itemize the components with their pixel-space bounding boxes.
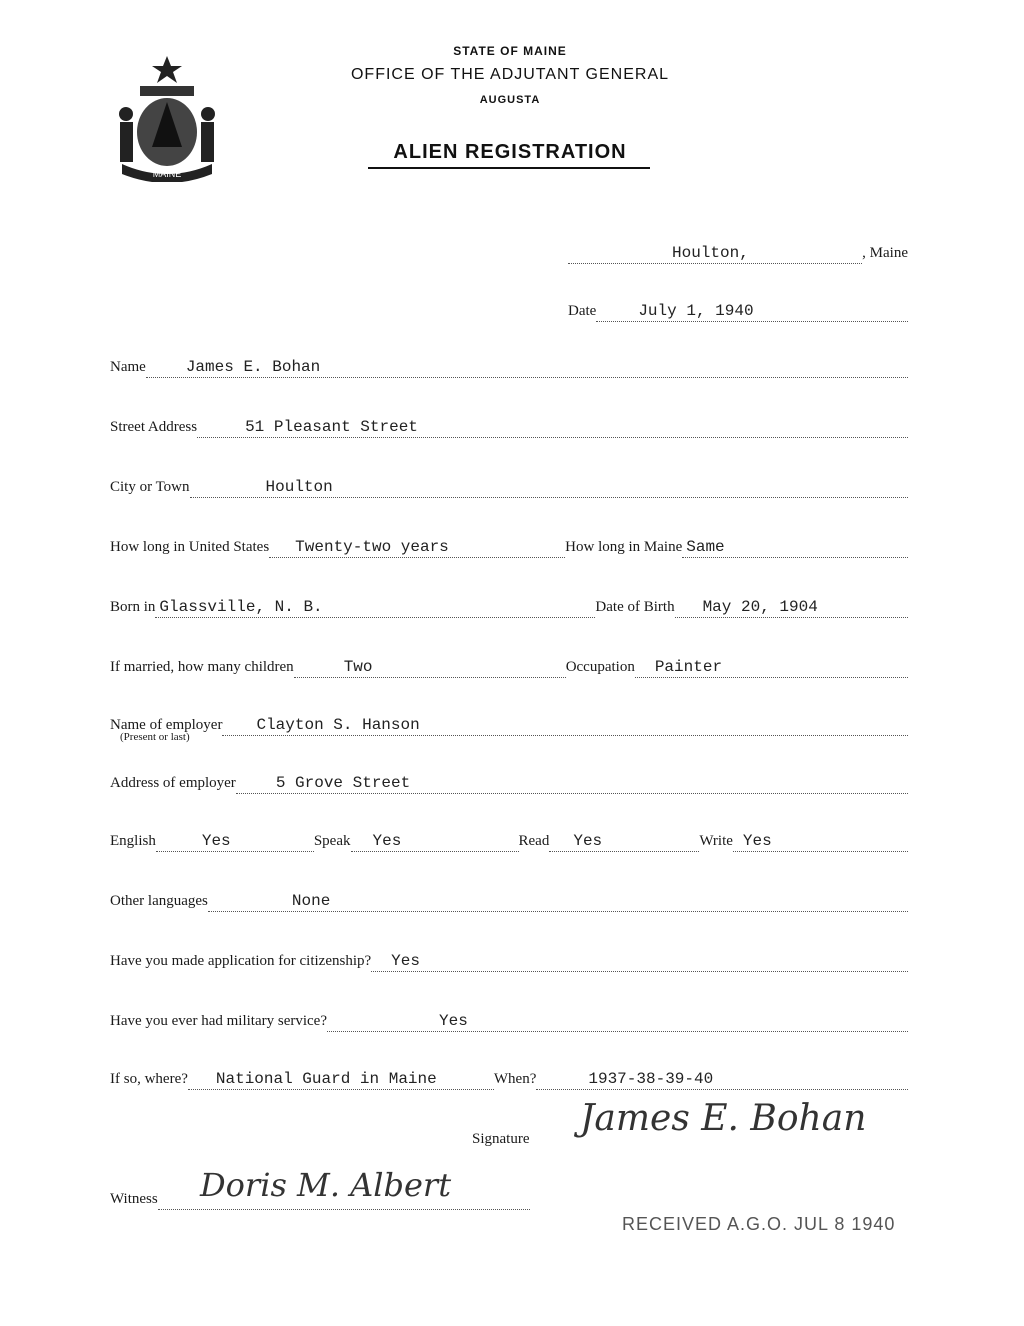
us-field[interactable]: Twenty-two years [269, 532, 565, 558]
witness-handwriting: Doris M. Albert [200, 1166, 452, 1204]
name-label: Name [110, 359, 146, 375]
family-row [110, 652, 908, 678]
name-row [110, 352, 908, 378]
date-field[interactable]: July 1, 1940 [596, 296, 908, 322]
employer-field[interactable]: Clayton S. Hanson [222, 710, 908, 736]
header-state: STATE OF MAINE [453, 44, 567, 58]
date-label: Date [568, 303, 597, 319]
other-languages-label: Other languages [110, 893, 208, 909]
occupation-field[interactable]: Painter [635, 652, 908, 678]
date-row [568, 296, 908, 322]
signature-handwriting: James E. Bohan [580, 1098, 867, 1139]
title-underline [368, 167, 650, 169]
citizenship-row [110, 946, 908, 972]
write-label: Write [699, 833, 733, 849]
state-seal-icon [112, 52, 222, 182]
when-label: When? [493, 1071, 537, 1087]
employer-label: Name of employer [110, 717, 223, 733]
maine-field[interactable]: Same [682, 532, 908, 558]
employer-address-field[interactable]: 5 Grove Street [236, 768, 908, 794]
dob-label: Date of Birth [595, 599, 675, 615]
military-label: Have you ever had military service? [110, 1013, 327, 1029]
citizenship-label: Have you made application for citizenship? [110, 953, 372, 969]
name-field[interactable]: James E. Bohan [146, 352, 908, 378]
employer-row [110, 710, 908, 736]
where-label: If so, where? [110, 1071, 188, 1087]
when-field[interactable]: 1937-38-39-40 [536, 1064, 908, 1090]
svg-text:MAINE: MAINE [152, 169, 182, 179]
street-field[interactable]: 51 Pleasant Street [197, 412, 908, 438]
military-field[interactable]: Yes [327, 1006, 908, 1032]
street-row [110, 412, 908, 438]
other-languages-row [110, 886, 908, 912]
dob-field[interactable]: May 20, 1904 [675, 592, 908, 618]
place-field[interactable]: Houlton, [568, 238, 862, 264]
place-suffix: , Maine [862, 245, 908, 261]
place-row [568, 238, 908, 264]
street-label: Street Address [110, 419, 198, 435]
speak-label: Speak [313, 833, 351, 849]
read-field[interactable]: Yes [549, 826, 699, 852]
read-label: Read [518, 833, 550, 849]
form-title: ALIEN REGISTRATION [393, 141, 627, 163]
service-location-row [110, 1064, 908, 1090]
english-field[interactable]: Yes [156, 826, 314, 852]
born-label: Born in [110, 599, 156, 615]
birth-row [110, 592, 908, 618]
english-label: English [110, 833, 156, 849]
born-field[interactable]: Glassville, N. B. [155, 592, 595, 618]
city-field[interactable]: Houlton [190, 472, 908, 498]
speak-field[interactable]: Yes [351, 826, 519, 852]
signature-label: Signature [472, 1131, 530, 1147]
write-field[interactable]: Yes [733, 826, 908, 852]
children-field[interactable]: Two [294, 652, 566, 678]
witness-label: Witness [110, 1191, 158, 1207]
citizenship-field[interactable]: Yes [371, 946, 908, 972]
employer-address-label: Address of employer [110, 775, 236, 791]
city-row [110, 472, 908, 498]
military-row [110, 1006, 908, 1032]
employer-sublabel: (Present or last) [120, 731, 190, 743]
maine-label: How long in Maine [565, 539, 683, 555]
header-city: AUGUSTA [479, 94, 541, 106]
received-stamp: RECEIVED A.G.O. JUL 8 1940 [622, 1214, 896, 1234]
header-office: OFFICE OF THE ADJUTANT GENERAL [350, 66, 670, 83]
children-label: If married, how many children [110, 659, 294, 675]
employer-address-row [110, 768, 908, 794]
where-field[interactable]: National Guard in Maine [188, 1064, 494, 1090]
occupation-label: Occupation [565, 659, 635, 675]
city-label: City or Town [110, 479, 190, 495]
other-languages-field[interactable]: None [208, 886, 908, 912]
us-label: How long in United States [110, 539, 270, 555]
english-row [110, 826, 908, 852]
residence-row [110, 532, 908, 558]
